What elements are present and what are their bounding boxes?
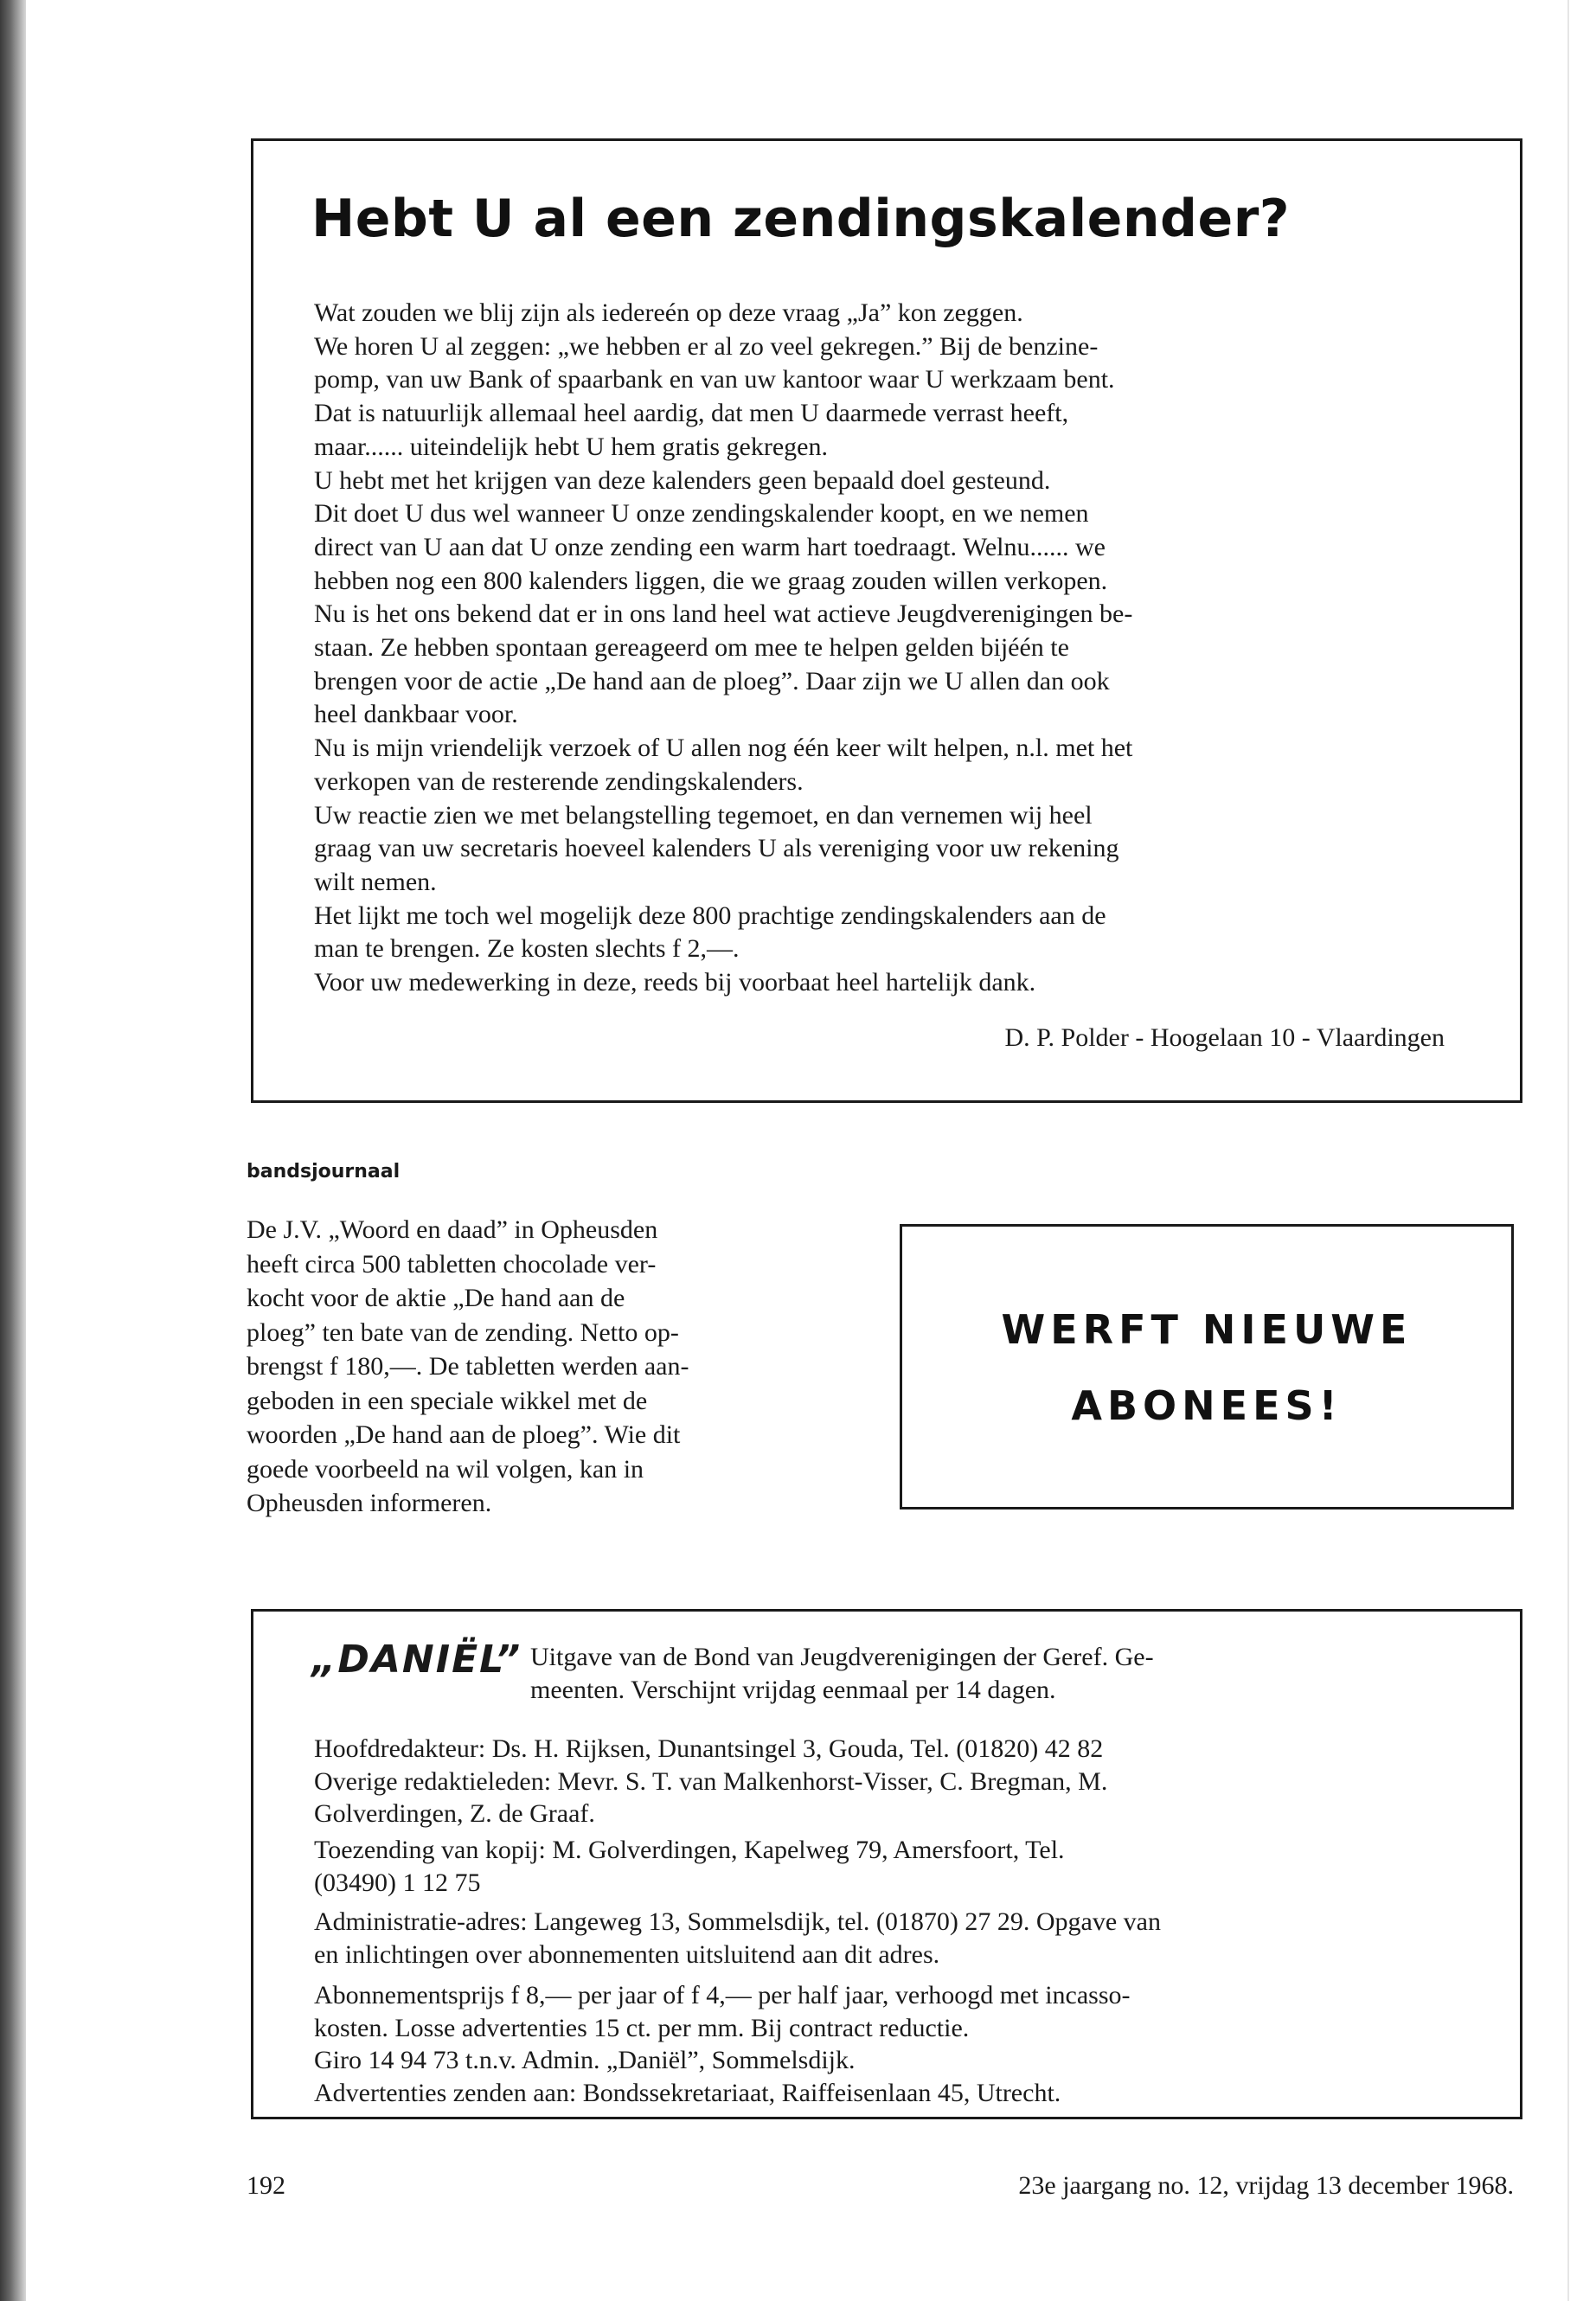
article-line: brengen voor de actie „De hand aan de ploeg”. Daar zijn we U allen dan ook bbox=[314, 666, 1110, 695]
bandsjournaal-line: kocht voor de aktie „De hand aan de bbox=[247, 1284, 625, 1312]
article-line: pomp, van uw Bank of spaarbank en van uw kantoor waar U werkzaam bent. bbox=[314, 365, 1115, 394]
article-line: Voor uw medewerking in deze, reeds bij voorbaat heel hartelijk dank. bbox=[314, 968, 1036, 997]
article-line: direct van U aan dat U onze zending een warm hart toedraagt. Welnu...... we bbox=[314, 532, 1106, 561]
colophon-copy-address bbox=[314, 1834, 1443, 1899]
colophon-editors bbox=[314, 1733, 1443, 1830]
article-line: graag van uw secretaris hoeveel kalenders U als vereniging voor uw rekening bbox=[314, 834, 1119, 863]
section-label-bandsjournaal: bandsjournaal bbox=[247, 1161, 401, 1183]
article-line: Wat zouden we blij zijn als iedereén op deze vraag „Ja” kon zeggen. bbox=[314, 298, 1023, 327]
bandsjournaal-line: brengst f 180,—. De tabletten werden aan- bbox=[247, 1352, 689, 1381]
bandsjournaal-line: ploeg” ten bate van de zending. Netto op- bbox=[247, 1317, 679, 1347]
scan-right-edge bbox=[1567, 0, 1569, 2301]
masthead-logo: „DANIËL” bbox=[311, 1638, 522, 1682]
article-body bbox=[314, 297, 1443, 1000]
article-signature: D. P. Polder - Hoogelaan 10 - Vlaardingen bbox=[1004, 1023, 1445, 1052]
article-line: maar...... uiteindelijk hebt U hem gratis gekregen. bbox=[314, 432, 828, 461]
colophon-subscription bbox=[314, 1979, 1443, 2109]
article-line: Nu is mijn vriendelijk verzoek of U allen nog één keer wilt helpen, n.l. met het bbox=[314, 734, 1133, 763]
article-line: We horen U al zeggen: „we hebben er al zo veel gekregen.” Bij de benzine- bbox=[314, 331, 1099, 361]
colophon-intro bbox=[530, 1641, 1443, 1706]
colophon-line: Advertenties zenden aan: Bondssekretariaat, Raiffeisenlaan 45, Utrecht. bbox=[314, 2078, 1061, 2107]
article-line: Dit doet U dus wel wanneer U onze zendingskalender koopt, en we nemen bbox=[314, 499, 1089, 529]
article-line: wilt nemen. bbox=[314, 867, 437, 896]
bandsjournaal-line: Opheusden informeren. bbox=[247, 1489, 492, 1517]
issue-line: 23e jaargang no. 12, vrijdag 13 december 1968. bbox=[1018, 2171, 1514, 2200]
article-line: U hebt met het krijgen van deze kalenders geen bepaald doel gesteund. bbox=[314, 465, 1051, 495]
colophon-line: (03490) 1 12 75 bbox=[314, 1868, 481, 1897]
colophon-line: meenten. Verschijnt vrijdag eenmaal per 14 dagen. bbox=[530, 1675, 1056, 1704]
article-line: heel dankbaar voor. bbox=[314, 700, 518, 729]
bandsjournaal-line: De J.V. „Woord en daad” in Opheusden bbox=[247, 1215, 658, 1244]
article-title: Hebt U al een zendingskalender? bbox=[311, 189, 1291, 249]
banner-line-1: WERFT NIEUWE bbox=[1001, 1306, 1413, 1353]
bandsjournaal-text bbox=[247, 1213, 861, 1521]
colophon-line: Toezending van kopij: M. Golverdingen, Kapelweg 79, Amersfoort, Tel. bbox=[314, 1836, 1065, 1864]
colophon-line: Abonnementsprijs f 8,— per jaar of f 4,— per half jaar, verhoogd met incasso- bbox=[314, 1981, 1131, 2009]
article-line: Nu is het ons bekend dat er in ons land heel wat actieve Jeugdverenigingen be- bbox=[314, 599, 1133, 629]
colophon-line: Administratie-adres: Langeweg 13, Sommelsdijk, tel. (01870) 27 29. Opgave van bbox=[314, 1907, 1161, 1936]
scan-binding-edge bbox=[0, 0, 26, 2301]
banner-line-2: ABONEES! bbox=[1071, 1382, 1343, 1429]
page-number: 192 bbox=[247, 2171, 285, 2200]
colophon-line: Golverdingen, Z. de Graaf. bbox=[314, 1799, 595, 1828]
colophon-line: Giro 14 94 73 t.n.v. Admin. „Daniël”, Sommelsdijk. bbox=[314, 2046, 856, 2074]
bandsjournaal-line: heeft circa 500 tabletten chocolade ver- bbox=[247, 1249, 657, 1279]
article-line: staan. Ze hebben spontaan gereageerd om mee te helpen gelden bijéén te bbox=[314, 633, 1069, 663]
article-line: man te brengen. Ze kosten slechts f 2,—. bbox=[314, 934, 740, 964]
colophon-line: en inlichtingen over abonnementen uitsluitend aan dit adres. bbox=[314, 1939, 940, 1969]
colophon-line: kosten. Losse advertenties 15 ct. per mm. Bij contract reductie. bbox=[314, 2013, 970, 2042]
colophon-line: Uitgave van de Bond van Jeugdverenigingen der Geref. Ge- bbox=[530, 1643, 1154, 1671]
bandsjournaal-line: goede voorbeeld na wil volgen, kan in bbox=[247, 1454, 644, 1484]
colophon-admin-address bbox=[314, 1906, 1443, 1971]
colophon-line: Overige redaktieleden: Mevr. S. T. van Malkenhorst-Visser, C. Bregman, M. bbox=[314, 1766, 1108, 1796]
article-line: Uw reactie zien we met belangstelling tegemoet, en dan vernemen wij heel bbox=[314, 800, 1093, 830]
article-line: hebben nog een 800 kalenders liggen, die we graag zouden willen verkopen. bbox=[314, 566, 1108, 595]
article-line: verkopen van de resterende zendingskalenders. bbox=[314, 766, 804, 796]
bandsjournaal-line: woorden „De hand aan de ploeg”. Wie dit bbox=[247, 1420, 681, 1449]
banner-frame bbox=[900, 1224, 1514, 1509]
article-line: Dat is natuurlijk allemaal heel aardig, dat men U daarmede verrast heeft, bbox=[314, 399, 1069, 428]
colophon-line: Hoofdredakteur: Ds. H. Rijksen, Dunantsingel 3, Gouda, Tel. (01820) 42 82 bbox=[314, 1734, 1104, 1763]
bandsjournaal-line: geboden in een speciale wikkel met de bbox=[247, 1386, 648, 1415]
article-line: Het lijkt me toch wel mogelijk deze 800 prachtige zendingskalenders aan de bbox=[314, 901, 1106, 930]
